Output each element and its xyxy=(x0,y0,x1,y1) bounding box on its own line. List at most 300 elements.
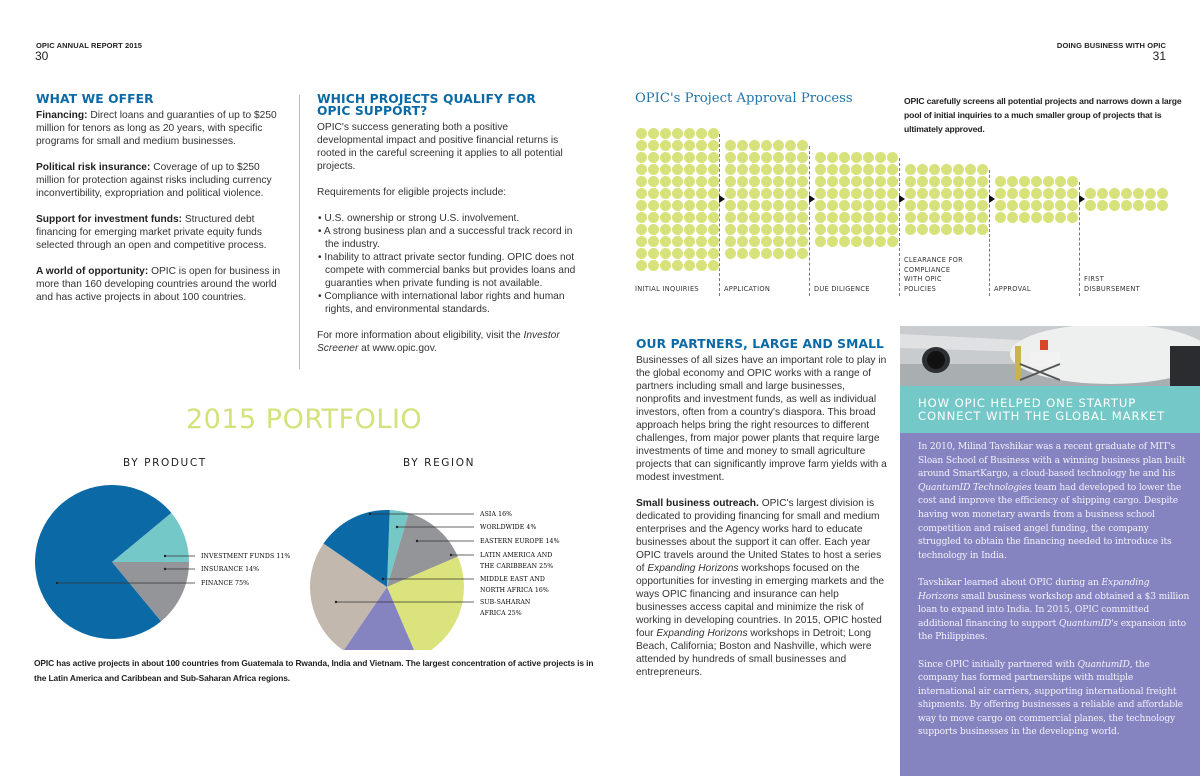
pie-label-latin-america-and-the-caribbean: THE CARIBBEAN 25% xyxy=(480,563,554,570)
project-dot xyxy=(648,260,659,271)
running-head-right: DOING BUSINESS WITH OPIC xyxy=(1056,41,1166,50)
pie-label-finance: FINANCE 75% xyxy=(201,580,250,587)
project-dot xyxy=(839,200,850,211)
project-dot xyxy=(839,236,850,247)
project-dot xyxy=(737,176,748,187)
project-dot xyxy=(708,140,719,151)
project-dot xyxy=(977,164,988,175)
project-dot xyxy=(953,212,964,223)
project-dot xyxy=(839,188,850,199)
project-dot xyxy=(684,164,695,175)
project-dot xyxy=(785,188,796,199)
project-dot xyxy=(1007,176,1018,187)
partners-intro: Businesses of all sizes have an important role to play in the global economy and OPIC works with a range of partners including small and large businesses, nonprofits and investment funds, as well as individual investors, often from a country's diaspora. This broad approach helps bring the right resources to different challenges, from major power plants that require large investments of time and money to small agriculture projects that can significantly improve farm yields with a modest investment. xyxy=(636,355,887,483)
leader-dot xyxy=(396,526,398,528)
project-dot xyxy=(797,152,808,163)
requirements-intro: Requirements for eligible projects include: xyxy=(317,187,507,198)
project-dot xyxy=(660,164,671,175)
investor-screener-link[interactable]: Investor Screener xyxy=(317,330,560,354)
project-dot xyxy=(965,212,976,223)
project-dot xyxy=(648,248,659,259)
project-dot xyxy=(636,140,647,151)
project-dot xyxy=(797,248,808,259)
project-dot xyxy=(708,164,719,175)
project-dot xyxy=(875,152,886,163)
project-dot xyxy=(827,236,838,247)
project-dot xyxy=(1133,188,1144,199)
project-dot xyxy=(672,224,683,235)
project-dot xyxy=(965,164,976,175)
project-dot xyxy=(827,164,838,175)
project-dot xyxy=(785,164,796,175)
project-dot xyxy=(929,200,940,211)
project-dot xyxy=(851,176,862,187)
project-dot xyxy=(1145,188,1156,199)
stage-label-approval: APPROVAL xyxy=(994,284,1031,293)
project-dot xyxy=(660,248,671,259)
stage-label-application: APPLICATION xyxy=(724,284,771,293)
project-dot xyxy=(815,188,826,199)
project-dot xyxy=(995,212,1006,223)
story-italic: QuantumID Technologies xyxy=(918,482,1032,493)
project-dot xyxy=(773,164,784,175)
project-dot xyxy=(1019,212,1030,223)
offer-term: Support for investment funds: xyxy=(36,214,183,225)
project-dot xyxy=(965,224,976,235)
project-dot xyxy=(725,152,736,163)
project-dot xyxy=(749,152,760,163)
project-dot xyxy=(995,200,1006,211)
project-dot xyxy=(684,140,695,151)
project-dot xyxy=(1043,200,1054,211)
project-dot xyxy=(708,176,719,187)
story-title-line: HOW OPIC HELPED ONE STARTUP xyxy=(918,396,1137,410)
story-text-run: , the company has formed partnerships with multiple international air carriers, supporting international freight shipments. By offering businesses a reliable and affordable way to move cargo on commercial planes, the technology supports businesses in the developing world. xyxy=(918,659,1183,738)
project-dot xyxy=(797,212,808,223)
project-dot xyxy=(917,224,928,235)
project-dot xyxy=(725,224,736,235)
project-dot xyxy=(851,200,862,211)
project-dot xyxy=(684,212,695,223)
project-dot xyxy=(941,188,952,199)
project-dot xyxy=(875,164,886,175)
project-dot xyxy=(660,152,671,163)
project-dot xyxy=(708,248,719,259)
project-dot xyxy=(636,200,647,211)
project-dot xyxy=(1085,200,1096,211)
project-dot xyxy=(773,176,784,187)
project-dot xyxy=(1157,188,1168,199)
project-dot xyxy=(725,236,736,247)
project-dot xyxy=(977,176,988,187)
project-dot xyxy=(749,236,760,247)
project-dot xyxy=(839,176,850,187)
project-dot xyxy=(684,200,695,211)
project-dot xyxy=(887,200,898,211)
project-dot xyxy=(761,236,772,247)
project-dot xyxy=(797,164,808,175)
story-text-run: expansion into the Philippines. xyxy=(918,618,1186,643)
project-dot xyxy=(1031,188,1042,199)
project-dot xyxy=(863,236,874,247)
project-dot xyxy=(995,176,1006,187)
story-italic: QuantumID xyxy=(1077,659,1130,670)
project-dot xyxy=(1055,200,1066,211)
offer-term: A world of opportunity: xyxy=(36,266,149,277)
leader-dot xyxy=(56,582,58,584)
story-text-run: Tavshikar learned about OPIC during an xyxy=(918,577,1102,588)
project-dot xyxy=(797,140,808,151)
project-dot xyxy=(708,212,719,223)
partners-section xyxy=(636,338,891,679)
project-dot xyxy=(785,212,796,223)
project-dot xyxy=(785,176,796,187)
project-dot xyxy=(917,176,928,187)
project-dot xyxy=(636,128,647,139)
project-dot xyxy=(851,224,862,235)
story-text-run: team had developed to lower the cost and improve the efficiency of shipping cargo. Despite having won monetary awards from a business school competition and raised angel funding, the company struggled to obtain the financing needed to introduce its technology in India. xyxy=(918,482,1182,561)
what-we-offer-heading: WHAT WE OFFER xyxy=(36,92,154,106)
pie-label-investment-funds: INVESTMENT FUNDS 11% xyxy=(201,553,291,560)
leader-dot xyxy=(450,554,452,556)
project-dot xyxy=(827,212,838,223)
portfolio-caption: OPIC has active projects in about 100 countries from Guatemala to Rwanda, India and Vietnam. The largest concentration of active projects is in the Latin America and Caribbean and Sub-Saharan Africa regions. xyxy=(34,658,594,683)
project-dot xyxy=(905,164,916,175)
stage-divider xyxy=(989,170,990,296)
project-dot xyxy=(1019,176,1030,187)
project-dot xyxy=(696,212,707,223)
page-number-left: 30 xyxy=(35,49,49,63)
project-dot xyxy=(995,188,1006,199)
project-dot xyxy=(797,224,808,235)
project-dot xyxy=(875,212,886,223)
story-paragraph xyxy=(918,441,1192,563)
project-dot xyxy=(887,164,898,175)
requirement-item: • Compliance with international labor rights and human rights, and environmental standards. xyxy=(317,290,577,316)
leader-dot xyxy=(416,540,418,542)
project-dot xyxy=(684,176,695,187)
project-dot xyxy=(977,212,988,223)
project-dot xyxy=(905,188,916,199)
offer-term: Political risk insurance: xyxy=(36,162,151,173)
project-dot xyxy=(684,128,695,139)
project-dot xyxy=(929,224,940,235)
project-dot xyxy=(672,164,683,175)
project-dot xyxy=(648,236,659,247)
project-dot xyxy=(941,224,952,235)
project-dot xyxy=(761,176,772,187)
project-dot xyxy=(851,164,862,175)
project-dot xyxy=(636,176,647,187)
story-text-run: In 2010, Milind Tavshikar was a recent graduate of MIT's Sloan School of Business with a winning business plan built around SmartKargo, a cloud-based technology he and his xyxy=(918,442,1186,480)
project-dot xyxy=(660,224,671,235)
pie-label-worldwide: WORLDWIDE 4% xyxy=(480,524,537,531)
project-dot xyxy=(636,224,647,235)
project-dot xyxy=(696,248,707,259)
project-dot xyxy=(773,224,784,235)
project-dot xyxy=(863,224,874,235)
project-dot xyxy=(863,188,874,199)
leader-dot xyxy=(164,568,166,570)
project-dot xyxy=(797,200,808,211)
project-dot xyxy=(773,152,784,163)
project-dot xyxy=(708,188,719,199)
project-dot xyxy=(749,176,760,187)
project-dot xyxy=(749,224,760,235)
project-dot xyxy=(1067,176,1078,187)
project-dot xyxy=(917,164,928,175)
project-dot xyxy=(851,236,862,247)
project-dot xyxy=(941,176,952,187)
project-dot xyxy=(725,248,736,259)
project-dot xyxy=(839,152,850,163)
project-dot xyxy=(965,176,976,187)
project-dot xyxy=(725,164,736,175)
pie-label-asia: ASIA 16% xyxy=(480,511,513,518)
project-dot xyxy=(761,200,772,211)
project-dot xyxy=(905,176,916,187)
project-dot xyxy=(941,200,952,211)
project-dot xyxy=(648,176,659,187)
project-dot xyxy=(684,152,695,163)
stage-arrow-icon xyxy=(989,195,995,203)
project-dot xyxy=(761,164,772,175)
project-dot xyxy=(749,188,760,199)
process-note: OPIC carefully screens all potential projects and narrows down a large pool of initial inquiries to a much smaller group of projects that is ultimately approved. xyxy=(904,96,1182,134)
project-dot xyxy=(737,248,748,259)
project-dot xyxy=(737,152,748,163)
project-dot xyxy=(851,212,862,223)
project-dot xyxy=(660,140,671,151)
project-dot xyxy=(1031,176,1042,187)
project-dot xyxy=(672,152,683,163)
project-dot xyxy=(929,188,940,199)
pie-label-latin-america-and-the-caribbean: LATIN AMERICA AND xyxy=(480,552,553,559)
project-dot xyxy=(1067,188,1078,199)
which-projects-intro: OPIC's success generating both a positive developmental impact and positive financial returns is rooted in the careful screening it applies to all potential projects. xyxy=(317,122,563,172)
project-dot xyxy=(875,224,886,235)
project-dot xyxy=(917,188,928,199)
project-dot xyxy=(815,200,826,211)
project-dot xyxy=(887,176,898,187)
project-dot xyxy=(696,188,707,199)
project-dot xyxy=(1031,200,1042,211)
project-dot xyxy=(660,200,671,211)
project-dot xyxy=(636,248,647,259)
project-dot xyxy=(773,212,784,223)
project-dot xyxy=(953,164,964,175)
project-dot xyxy=(660,236,671,247)
running-head-left: OPIC ANNUAL REPORT 2015 xyxy=(36,41,143,50)
project-dot xyxy=(773,140,784,151)
project-dot xyxy=(648,212,659,223)
project-dot xyxy=(941,212,952,223)
outreach-italic: Expanding Horizons xyxy=(647,563,739,574)
approval-process-graphic xyxy=(0,0,1200,300)
project-dot xyxy=(827,200,838,211)
project-dot xyxy=(648,128,659,139)
project-dot xyxy=(785,152,796,163)
project-dot xyxy=(851,188,862,199)
project-dot xyxy=(696,176,707,187)
story-italic: QuantumID's xyxy=(1058,618,1118,629)
project-dot xyxy=(672,128,683,139)
project-dot xyxy=(737,224,748,235)
project-dot xyxy=(696,260,707,271)
project-dot xyxy=(1007,188,1018,199)
project-dot xyxy=(1133,200,1144,211)
project-dot xyxy=(1109,200,1120,211)
project-dot xyxy=(977,200,988,211)
pie-label-middle-east-and-north-africa: MIDDLE EAST AND xyxy=(480,576,545,583)
project-dot xyxy=(672,212,683,223)
project-dot xyxy=(761,152,772,163)
project-dot xyxy=(708,152,719,163)
project-dot xyxy=(887,224,898,235)
outreach-text: workshops focused on the opportunities for investing in emerging markets and the ways OPIC financing and insurance can help businesses access capital and minimize the risk of working in developing countries. In 2015, OPIC hosted four xyxy=(636,563,885,639)
project-dot xyxy=(929,212,940,223)
leader-dot xyxy=(164,555,166,557)
project-dot xyxy=(737,188,748,199)
project-dot xyxy=(1055,212,1066,223)
project-dot xyxy=(708,260,719,271)
stage-divider xyxy=(899,158,900,296)
project-dot xyxy=(785,224,796,235)
project-dot xyxy=(660,212,671,223)
project-dot xyxy=(1043,188,1054,199)
project-dot xyxy=(660,260,671,271)
project-dot xyxy=(749,140,760,151)
project-dot xyxy=(863,152,874,163)
leader-dot xyxy=(335,601,337,603)
project-dot xyxy=(1043,212,1054,223)
project-dot xyxy=(785,236,796,247)
project-dot xyxy=(839,212,850,223)
project-dot xyxy=(1145,200,1156,211)
offer-text: Coverage of up to $250 million for protection against risks including currency inconvertibility, expropriation and political violence. xyxy=(36,162,272,199)
project-dot xyxy=(977,188,988,199)
project-dot xyxy=(648,164,659,175)
project-dot xyxy=(708,236,719,247)
offer-text: Direct loans and guaranties of up to $250 million for tenors as long as 20 years, with specific programs for small and medium businesses. xyxy=(36,110,277,147)
project-dot xyxy=(1085,188,1096,199)
project-dot xyxy=(708,200,719,211)
page-number-right: 31 xyxy=(1152,49,1166,63)
project-dot xyxy=(1019,200,1030,211)
requirement-item: • Inability to attract private sector funding. OPIC does not compete with commercial banks but provides loans and guaranties when private funding is not available. xyxy=(317,251,577,290)
project-dot xyxy=(696,128,707,139)
product-chart-title: BY PRODUCT xyxy=(123,457,207,469)
project-dot xyxy=(827,152,838,163)
pie-label-sub-saharan-africa: SUB-SAHARAN xyxy=(480,599,531,606)
project-dot xyxy=(1121,188,1132,199)
project-dot xyxy=(672,140,683,151)
project-dot xyxy=(815,152,826,163)
project-dot xyxy=(684,236,695,247)
project-dot xyxy=(636,188,647,199)
project-dot xyxy=(797,236,808,247)
project-dot xyxy=(815,236,826,247)
project-dot xyxy=(672,248,683,259)
product-pie-chart xyxy=(0,470,300,650)
project-dot xyxy=(1055,176,1066,187)
project-dot xyxy=(953,188,964,199)
project-dot xyxy=(965,200,976,211)
pie-label-eastern-europe: EASTERN EUROPE 14% xyxy=(480,538,560,545)
project-dot xyxy=(648,200,659,211)
project-dot xyxy=(929,164,940,175)
project-dot xyxy=(1067,200,1078,211)
project-dot xyxy=(660,128,671,139)
project-dot xyxy=(1055,188,1066,199)
project-dot xyxy=(1043,176,1054,187)
project-dot xyxy=(929,176,940,187)
project-dot xyxy=(815,224,826,235)
project-dot xyxy=(708,128,719,139)
project-dot xyxy=(863,200,874,211)
project-dot xyxy=(773,248,784,259)
project-dot xyxy=(725,212,736,223)
project-dot xyxy=(941,164,952,175)
story-text xyxy=(918,441,1192,754)
outreach-term: Small business outreach. xyxy=(636,498,759,509)
project-dot xyxy=(887,212,898,223)
project-dot xyxy=(917,200,928,211)
project-dot xyxy=(636,236,647,247)
project-dot xyxy=(708,224,719,235)
more-info-url[interactable]: at www.opic.gov. xyxy=(358,343,437,354)
project-dot xyxy=(725,176,736,187)
stage-divider xyxy=(719,134,720,296)
outreach-paragraph xyxy=(636,497,891,679)
project-dot xyxy=(696,224,707,235)
stage-label-clearance-for-compliance-with-opic-policies: CLEARANCE FOR COMPLIANCE WITH OPIC POLICIES xyxy=(904,256,964,293)
story-title-line: CONNECT WITH THE GLOBAL MARKET xyxy=(918,409,1166,423)
project-dot xyxy=(875,188,886,199)
project-dot xyxy=(696,152,707,163)
requirement-item: • A strong business plan and a successful track record in the industry. xyxy=(317,225,577,251)
project-dot xyxy=(1097,188,1108,199)
project-dot xyxy=(1007,212,1018,223)
project-dot xyxy=(672,260,683,271)
project-dot xyxy=(648,224,659,235)
project-dot xyxy=(696,236,707,247)
project-dot xyxy=(905,224,916,235)
project-dot xyxy=(749,212,760,223)
project-dot xyxy=(815,176,826,187)
which-projects-heading: WHICH PROJECTS QUALIFY FOR OPIC SUPPORT? xyxy=(317,92,536,118)
story-paragraph xyxy=(918,659,1192,741)
project-dot xyxy=(749,200,760,211)
project-dot xyxy=(773,200,784,211)
project-dot xyxy=(875,200,886,211)
project-dot xyxy=(917,212,928,223)
stage-label-initial-inquiries: INITIAL INQUIRIES xyxy=(635,284,699,293)
pie-label-middle-east-and-north-africa: NORTH AFRICA 16% xyxy=(480,587,549,594)
project-dot xyxy=(785,140,796,151)
stage-arrow-icon xyxy=(809,195,815,203)
outreach-text: workshops in Detroit; Long Beach, California; Boston and Nashville, which were attended by hundreds of small businesses and entrepreneurs. xyxy=(636,628,872,678)
more-info-text: For more information about eligibility, visit the xyxy=(317,330,524,341)
project-dot xyxy=(863,176,874,187)
stage-arrow-icon xyxy=(1079,195,1085,203)
project-dot xyxy=(953,224,964,235)
project-dot xyxy=(737,236,748,247)
story-title xyxy=(918,397,1165,423)
project-dot xyxy=(1109,188,1120,199)
project-dot xyxy=(761,224,772,235)
project-dot xyxy=(660,188,671,199)
